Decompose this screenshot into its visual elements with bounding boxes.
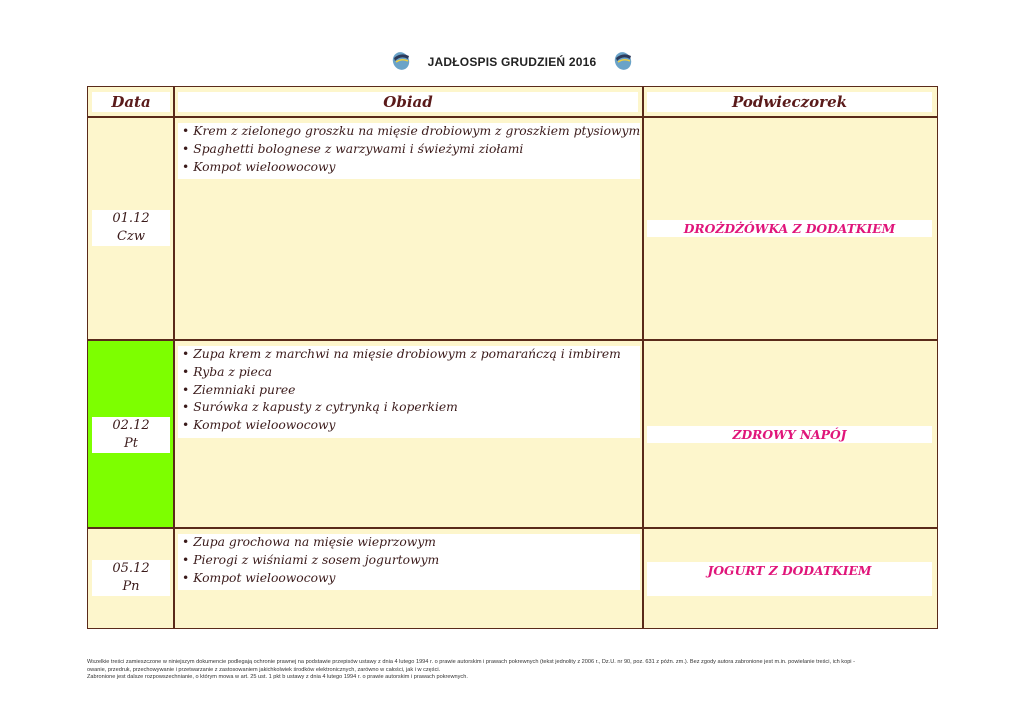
dish-list-box	[178, 534, 640, 590]
snack-cell: ZDROWY NAPÓJ	[647, 426, 932, 443]
footer-line: Wszelkie treści zamieszczone w niniejszym dokumencie podlegają ochronie prawnej na podstawie przepisów ustawy z dnia 4 lutego 1994 r. o prawie autorskim i prawach pokrewnych (tekst jednolity z 2006 r., Dz.U. nr 90, poz. 631 z późn. zm.). Bez zgody autora zabronione jest m.in. powielanie treści, ich kopi -	[87, 659, 855, 665]
menu-table	[87, 86, 938, 629]
column-header-podwieczorek: Podwieczorek	[647, 92, 932, 112]
dish-item: • Zupa grochowa na mięsie wieprzowym	[182, 535, 436, 549]
dish-item: • Ziemniaki puree	[182, 382, 296, 397]
dish-item: • Surówka z kapusty z cytrynką i koperkiem	[182, 400, 458, 415]
page-header	[0, 44, 1024, 76]
dish-item: • Zupa krem z marchwi na mięsie drobiowym z pomarańczą i imbirem	[182, 347, 621, 361]
menu-logo-icon	[390, 49, 412, 71]
dish-item: • Kompot wieloowocowy	[182, 570, 336, 585]
dish-item: • Pierogi z wiśniami z sosem jogurtowym	[182, 552, 440, 567]
snack-cell: DROŻDŻÓWKA Z DODATKIEM	[647, 220, 932, 237]
date-value: 05.12	[112, 561, 150, 576]
date-cell	[92, 417, 170, 453]
dish-item: • Kompot wieloowocowy	[182, 418, 336, 433]
dish-list-box	[178, 123, 640, 179]
footer-line: Zabronione jest dalsze rozpowszechnianie, o którym mowa w art. 25 ust. 1 pkt b ustawy z dnia 4 lutego 1994 r. o prawie autorskim i prawach pokrewnych.	[87, 674, 468, 680]
snack-cell: JOGURT Z DODATKIEM	[647, 562, 932, 596]
dish-item: • Ryba z pieca	[182, 364, 273, 379]
copyright-footer	[87, 659, 937, 682]
date-value: 01.12	[112, 211, 150, 226]
dish-item: • Spaghetti bolognese z warzywami i świeżymi ziołami	[182, 141, 524, 156]
dish-list-box	[178, 346, 640, 438]
day-value: Pn	[122, 579, 140, 594]
day-value: Czw	[117, 229, 145, 244]
menu-logo-icon	[612, 49, 634, 71]
date-cell	[92, 210, 170, 246]
column-header-data: Data	[92, 92, 170, 112]
dish-item: • Krem z zielonego groszku na mięsie drobiowym z groszkiem ptysiowym	[182, 124, 641, 138]
date-cell	[92, 560, 170, 596]
date-value: 02.12	[112, 418, 150, 433]
dish-item: • Kompot wieloowocowy	[182, 159, 336, 174]
page-title: JADŁOSPIS GRUDZIEŃ 2016	[427, 55, 597, 69]
column-header-obiad: Obiad	[178, 92, 638, 112]
footer-line: owanie, przedruk, przechowywanie i przetwarzanie z zastosowaniem jakichkolwiek środków elektronicznych, zarówno w całości, jak i w części.	[87, 666, 441, 673]
day-value: Pt	[124, 436, 138, 451]
